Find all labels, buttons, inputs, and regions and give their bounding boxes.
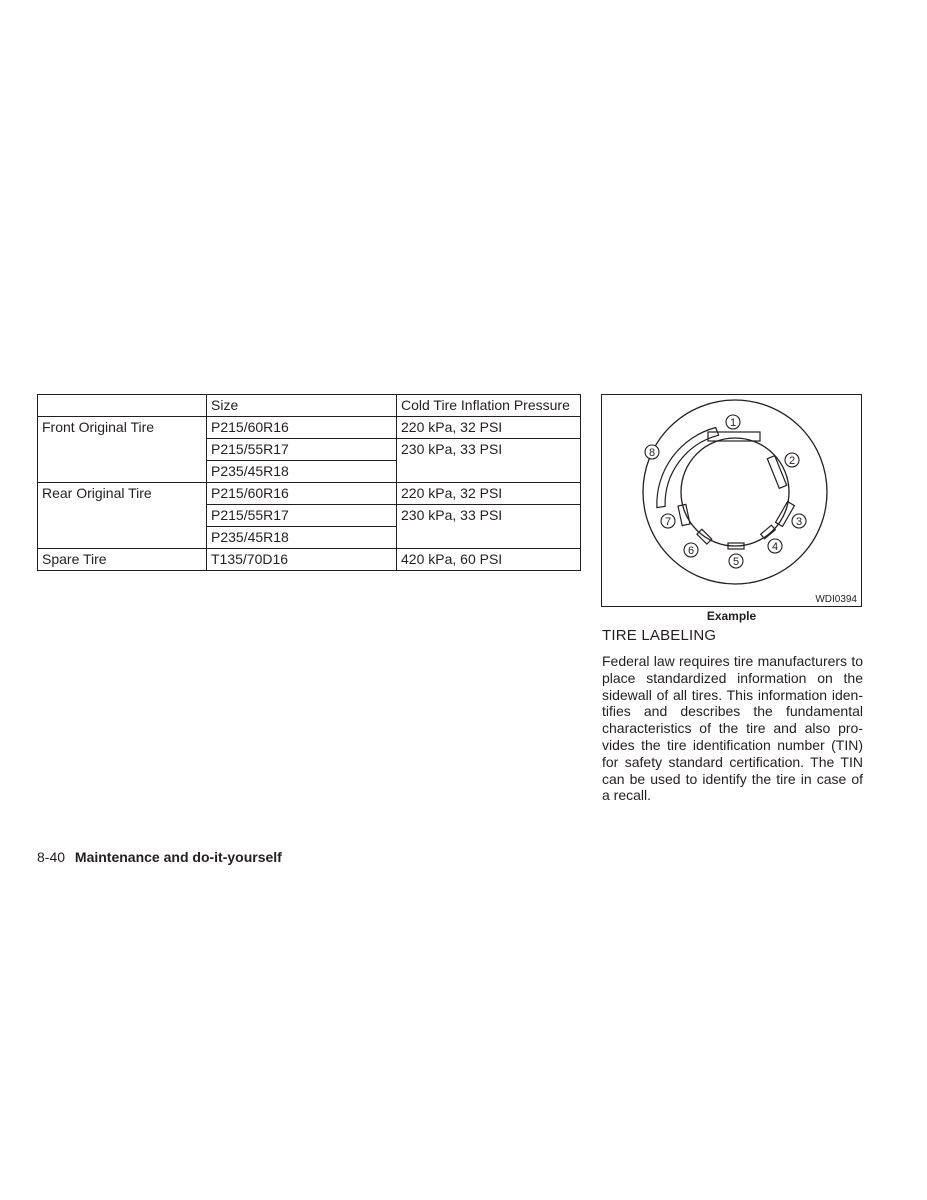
label-arc-8 (657, 428, 719, 508)
pressure-cell: 230 kPa, 33 PSI (397, 439, 581, 483)
row-label-spare: Spare Tire (38, 549, 207, 571)
svg-text:8: 8 (648, 447, 656, 460)
size-cell: P235/45R18 (207, 461, 397, 483)
section-heading: TIRE LABELING (602, 627, 717, 644)
header-size: Size (207, 395, 397, 417)
marker-4 (768, 539, 782, 553)
svg-text:2: 2 (788, 455, 796, 468)
size-cell: P215/55R17 (207, 505, 397, 527)
marker-2 (785, 453, 799, 467)
label-box-7 (678, 504, 690, 525)
svg-text:3: 3 (795, 516, 803, 529)
label-box-4 (761, 525, 776, 539)
chapter-title: Maintenance and do-it-yourself (74, 849, 282, 865)
table-row (38, 417, 581, 439)
size-cell: T135/70D16 (207, 549, 397, 571)
svg-text:1: 1 (729, 417, 737, 430)
pressure-cell: 420 kPa, 60 PSI (397, 549, 581, 571)
table-row (38, 549, 581, 571)
marker-1 (726, 415, 740, 429)
svg-text:5: 5 (732, 556, 740, 569)
tire-diagram-svg (602, 395, 863, 608)
svg-text:6: 6 (687, 545, 695, 558)
pressure-cell: 220 kPa, 32 PSI (397, 417, 581, 439)
tire-pressure-table (37, 394, 581, 571)
header-blank (38, 395, 207, 417)
page-footer (37, 849, 282, 865)
marker-8 (645, 445, 659, 459)
svg-text:4: 4 (771, 541, 779, 554)
size-cell: P215/60R16 (207, 483, 397, 505)
pressure-cell: 220 kPa, 32 PSI (397, 483, 581, 505)
size-cell: P215/60R16 (207, 417, 397, 439)
table-header-row (38, 395, 581, 417)
label-box-2 (767, 456, 786, 489)
size-cell: P235/45R18 (207, 527, 397, 549)
body-paragraph: Federal law requires tire manufacturers to place standardized information on the sidewall of all tires. This information identifies and describes the fundamental characteristics of the tire and also provides the tire identification number (TIN) for safety standard certification. The TIN can be used to identify the tire in case of a recall. (602, 653, 863, 804)
row-label-rear: Rear Original Tire (38, 483, 207, 549)
tire-sidewall-diagram (601, 394, 862, 607)
marker-6 (684, 543, 698, 557)
row-label-front: Front Original Tire (38, 417, 207, 483)
svg-text:7: 7 (664, 516, 672, 529)
table-row (38, 483, 581, 505)
marker-7 (661, 514, 675, 528)
marker-3 (792, 514, 806, 528)
figure-code: WDI0394 (815, 594, 857, 605)
tire-inner-circle (681, 438, 789, 546)
pressure-cell: 230 kPa, 33 PSI (397, 505, 581, 549)
marker-5 (729, 554, 743, 568)
figure-caption: Example (706, 609, 757, 623)
header-pressure: Cold Tire Inflation Pressure (397, 395, 581, 417)
size-cell: P215/55R17 (207, 439, 397, 461)
page-number: 8-40 (37, 849, 66, 865)
